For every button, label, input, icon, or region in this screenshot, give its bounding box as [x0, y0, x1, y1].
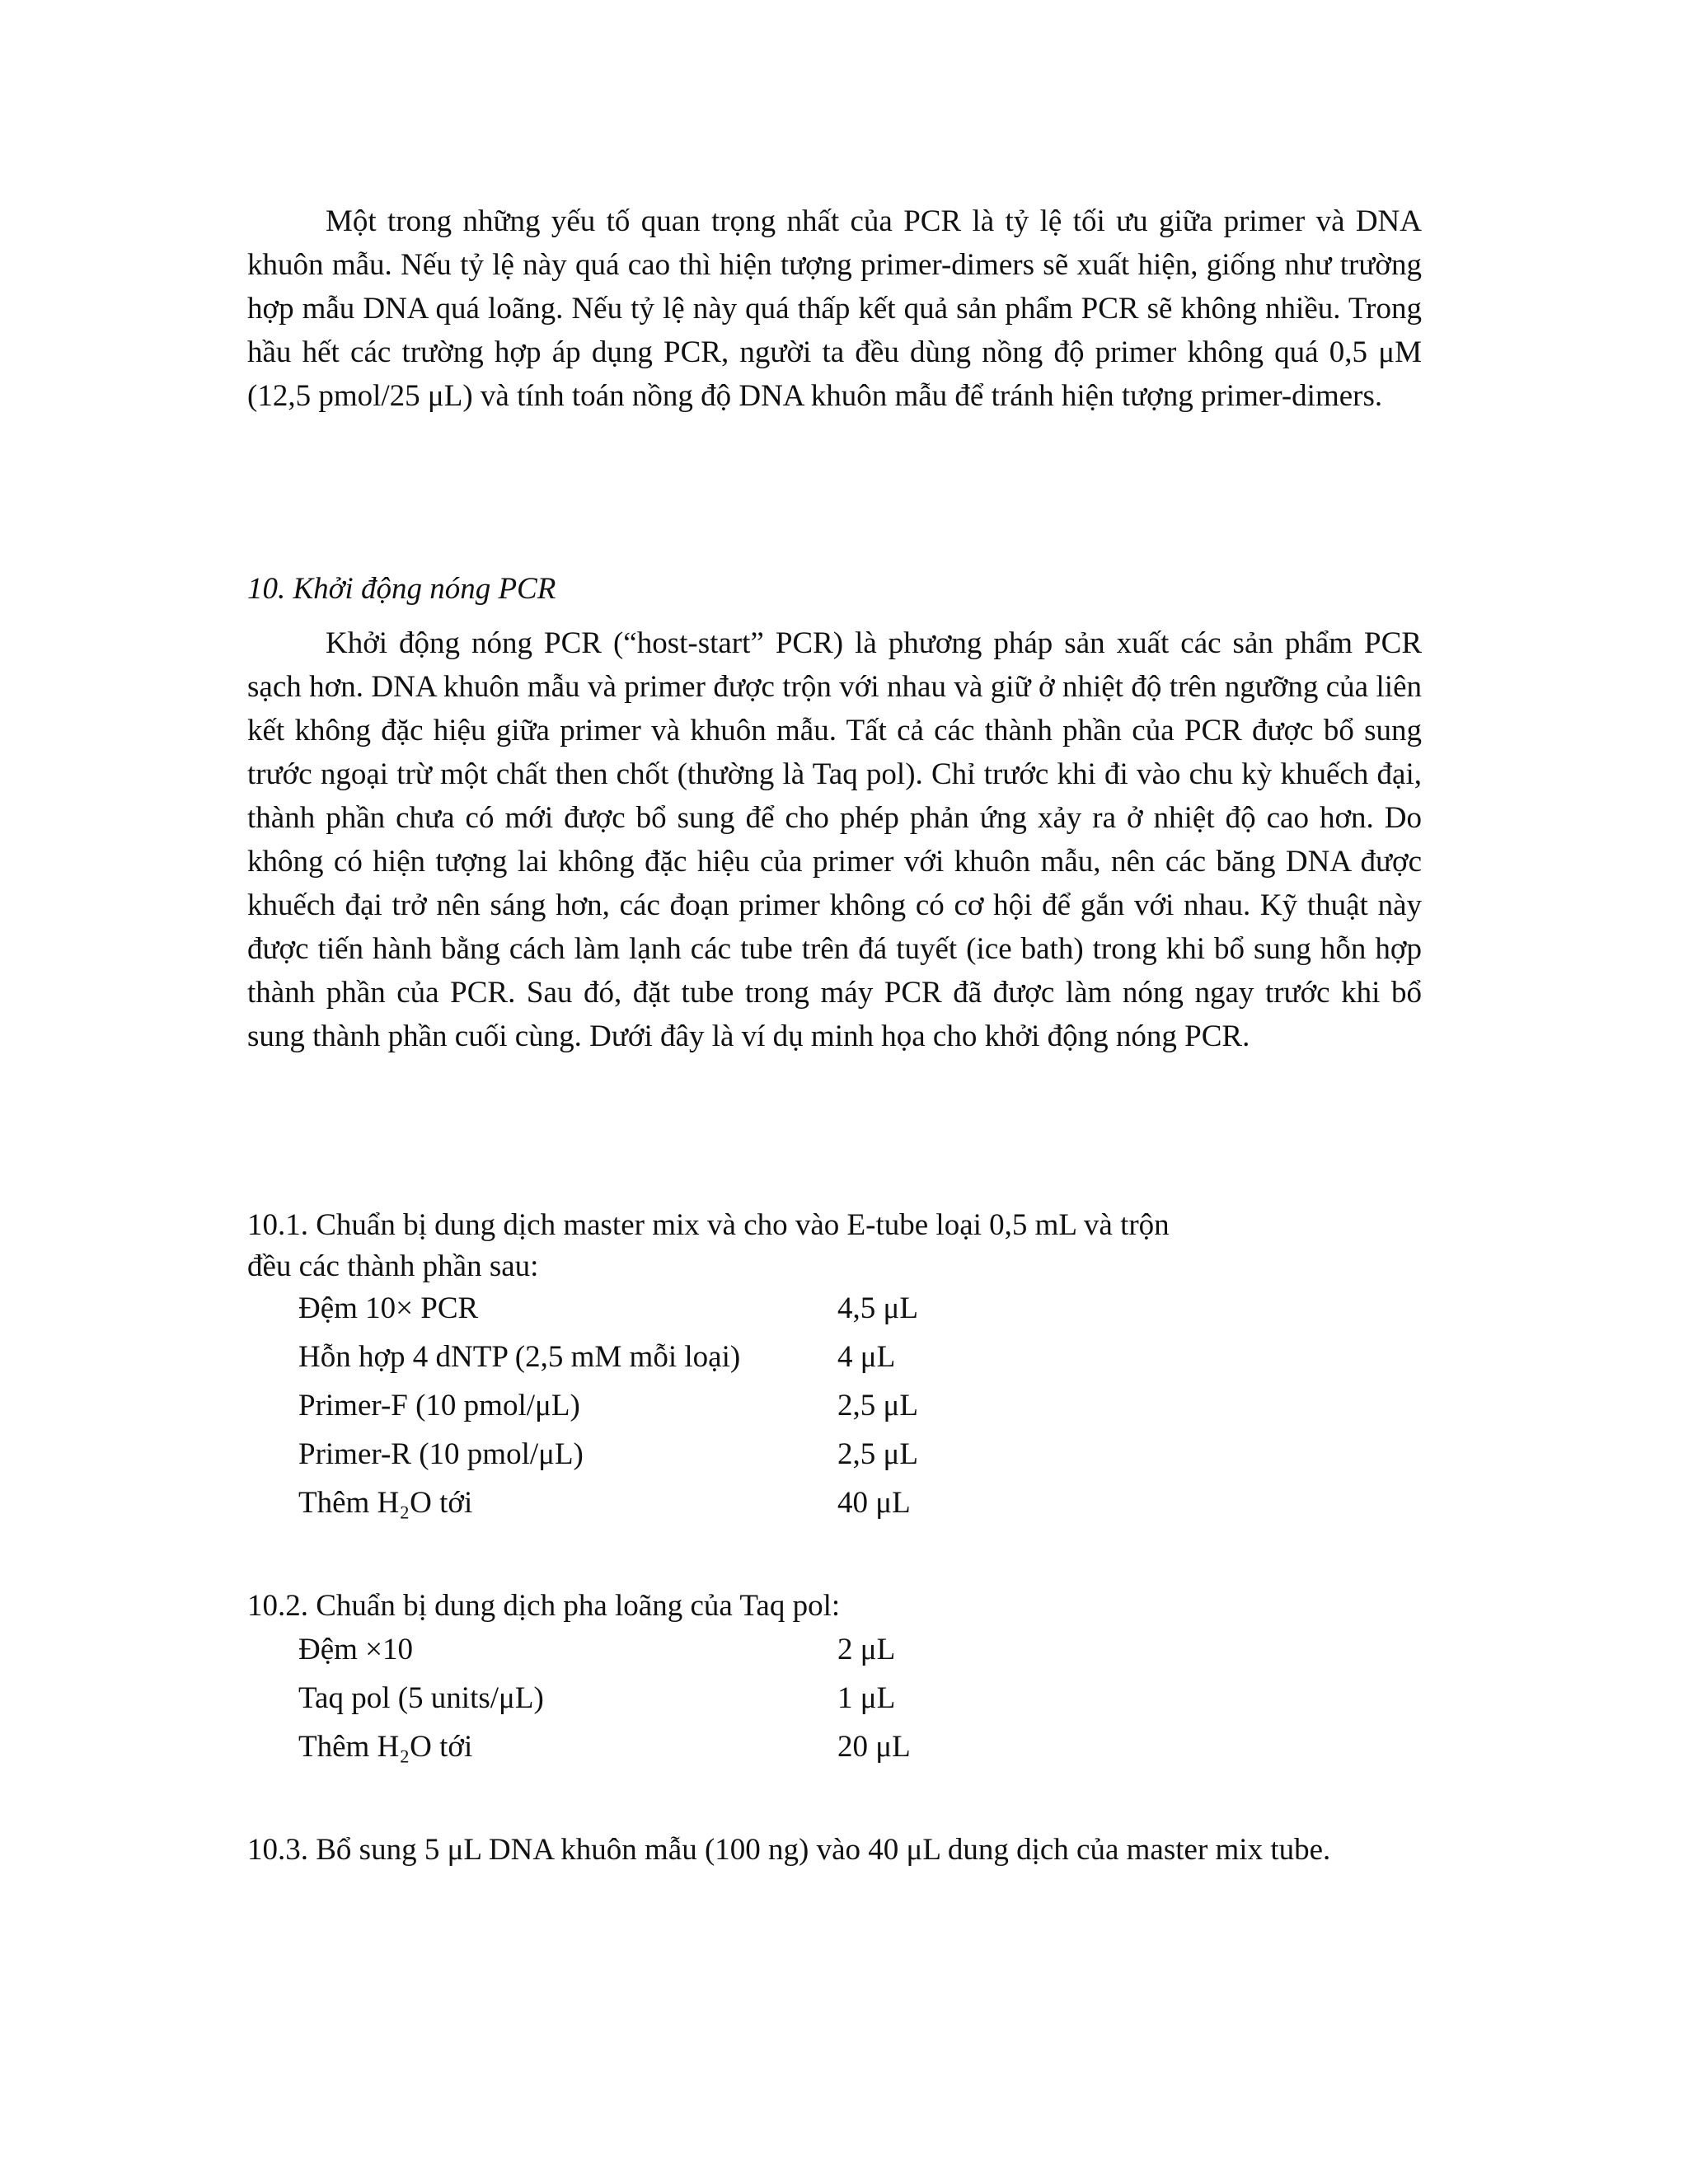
ingredient-amount: 1 μL [837, 1681, 896, 1715]
hot-start-paragraph: Khởi động nóng PCR (“host-start” PCR) là phương pháp sản xuất các sản phẩm PCR sạch hơn. DNA khuôn mẫu và primer được trộn với nhau và giữ ở nhiệt độ trên ngưỡng của liên kết không đặc hiệu giữa primer và khuôn mẫu. Tất cả các thành phần của PCR được bổ sung trước ngoại trừ một chất then chốt (thường là Taq pol). Chỉ trước khi đi vào chu kỳ khuếch đại, thành phần chưa có mới được bổ sung để cho phép phản ứng xảy ra ở nhiệt độ cao hơn. Do không có hiện tượng lai không đặc hiệu của primer với khuôn mẫu, nên các băng DNA được khuếch đại trở nên sáng hơn, các đoạn primer không có cơ hội để gắn với nhau. Kỹ thuật này được tiến hành bằng cách làm lạnh các tube trên đá tuyết (ice bath) trong khi bổ sung hỗn hợp thành phần của PCR. Sau đó, đặt tube trong máy PCR đã được làm nóng ngay trước khi bổ sung thành phần cuối cùng. Dưới đây là ví dụ minh họa cho khởi động nóng PCR. [247, 626, 1422, 1053]
ingredient-name: Taq pol (5 units/μL) [298, 1681, 544, 1715]
step-10-2: 10.2. Chuẩn bị dung dịch pha loãng của Taq pol: [247, 1589, 841, 1623]
recipe-row [298, 1436, 1040, 1485]
ingredient-amount: 20 μL [837, 1730, 911, 1764]
taq-dilution-recipe [298, 1632, 1040, 1778]
ingredient-amount: 2,5 μL [837, 1389, 918, 1422]
master-mix-recipe [298, 1291, 1040, 1534]
ingredient-amount: 4 μL [837, 1340, 896, 1374]
recipe-row [298, 1680, 1040, 1729]
ingredient-name: Hỗn hợp 4 dNTP (2,5 mM mỗi loại) [298, 1340, 741, 1374]
recipe-row [298, 1729, 1040, 1778]
recipe-row [298, 1632, 1040, 1680]
intro-paragraph: Một trong những yếu tố quan trọng nhất của PCR là tỷ lệ tối ưu giữa primer và DNA khuôn mẫu. Nếu tỷ lệ này quá cao thì hiện tượng primer-dimers sẽ xuất hiện, giống như trường hợp mẫu DNA quá loãng. Nếu tỷ lệ này quá thấp kết quả sản phẩm PCR sẽ không nhiều. Trong hầu hết các trường hợp áp dụng PCR, người ta đều dùng nồng độ primer không quá 0,5 μM (12,5 pmol/25 μL) và tính toán nồng độ DNA khuôn mẫu để tránh hiện tượng primer-dimers. [247, 204, 1422, 413]
ingredient-amount: 2,5 μL [837, 1437, 918, 1471]
ingredient-amount: 40 μL [837, 1486, 911, 1520]
recipe-row [298, 1339, 1040, 1388]
step-10-3: 10.3. Bổ sung 5 μL DNA khuôn mẫu (100 ng) vào 40 μL dung dịch của master mix tube. [247, 1833, 1331, 1867]
ingredient-name: Thêm H₂O tới [298, 1486, 473, 1520]
ingredient-amount: 2 μL [837, 1633, 896, 1666]
ingredient-name: Primer-F (10 pmol/μL) [298, 1389, 580, 1422]
ingredient-amount: 4,5 μL [837, 1291, 918, 1325]
ingredient-name: Thêm H₂O tới [298, 1730, 473, 1764]
ingredient-name: Primer-R (10 pmol/μL) [298, 1437, 584, 1471]
recipe-row [298, 1291, 1040, 1339]
section-heading: 10. Khởi động nóng PCR [247, 572, 556, 606]
ingredient-name: Đệm ×10 [298, 1633, 414, 1666]
recipe-row [298, 1388, 1040, 1436]
recipe-row [298, 1485, 1040, 1534]
step-10-1: 10.1. Chuẩn bị dung dịch master mix và cho vào E-tube loại 0,5 mL và trộn đều các thành phần sau: [247, 1208, 1170, 1283]
ingredient-name: Đệm 10× PCR [298, 1291, 479, 1325]
